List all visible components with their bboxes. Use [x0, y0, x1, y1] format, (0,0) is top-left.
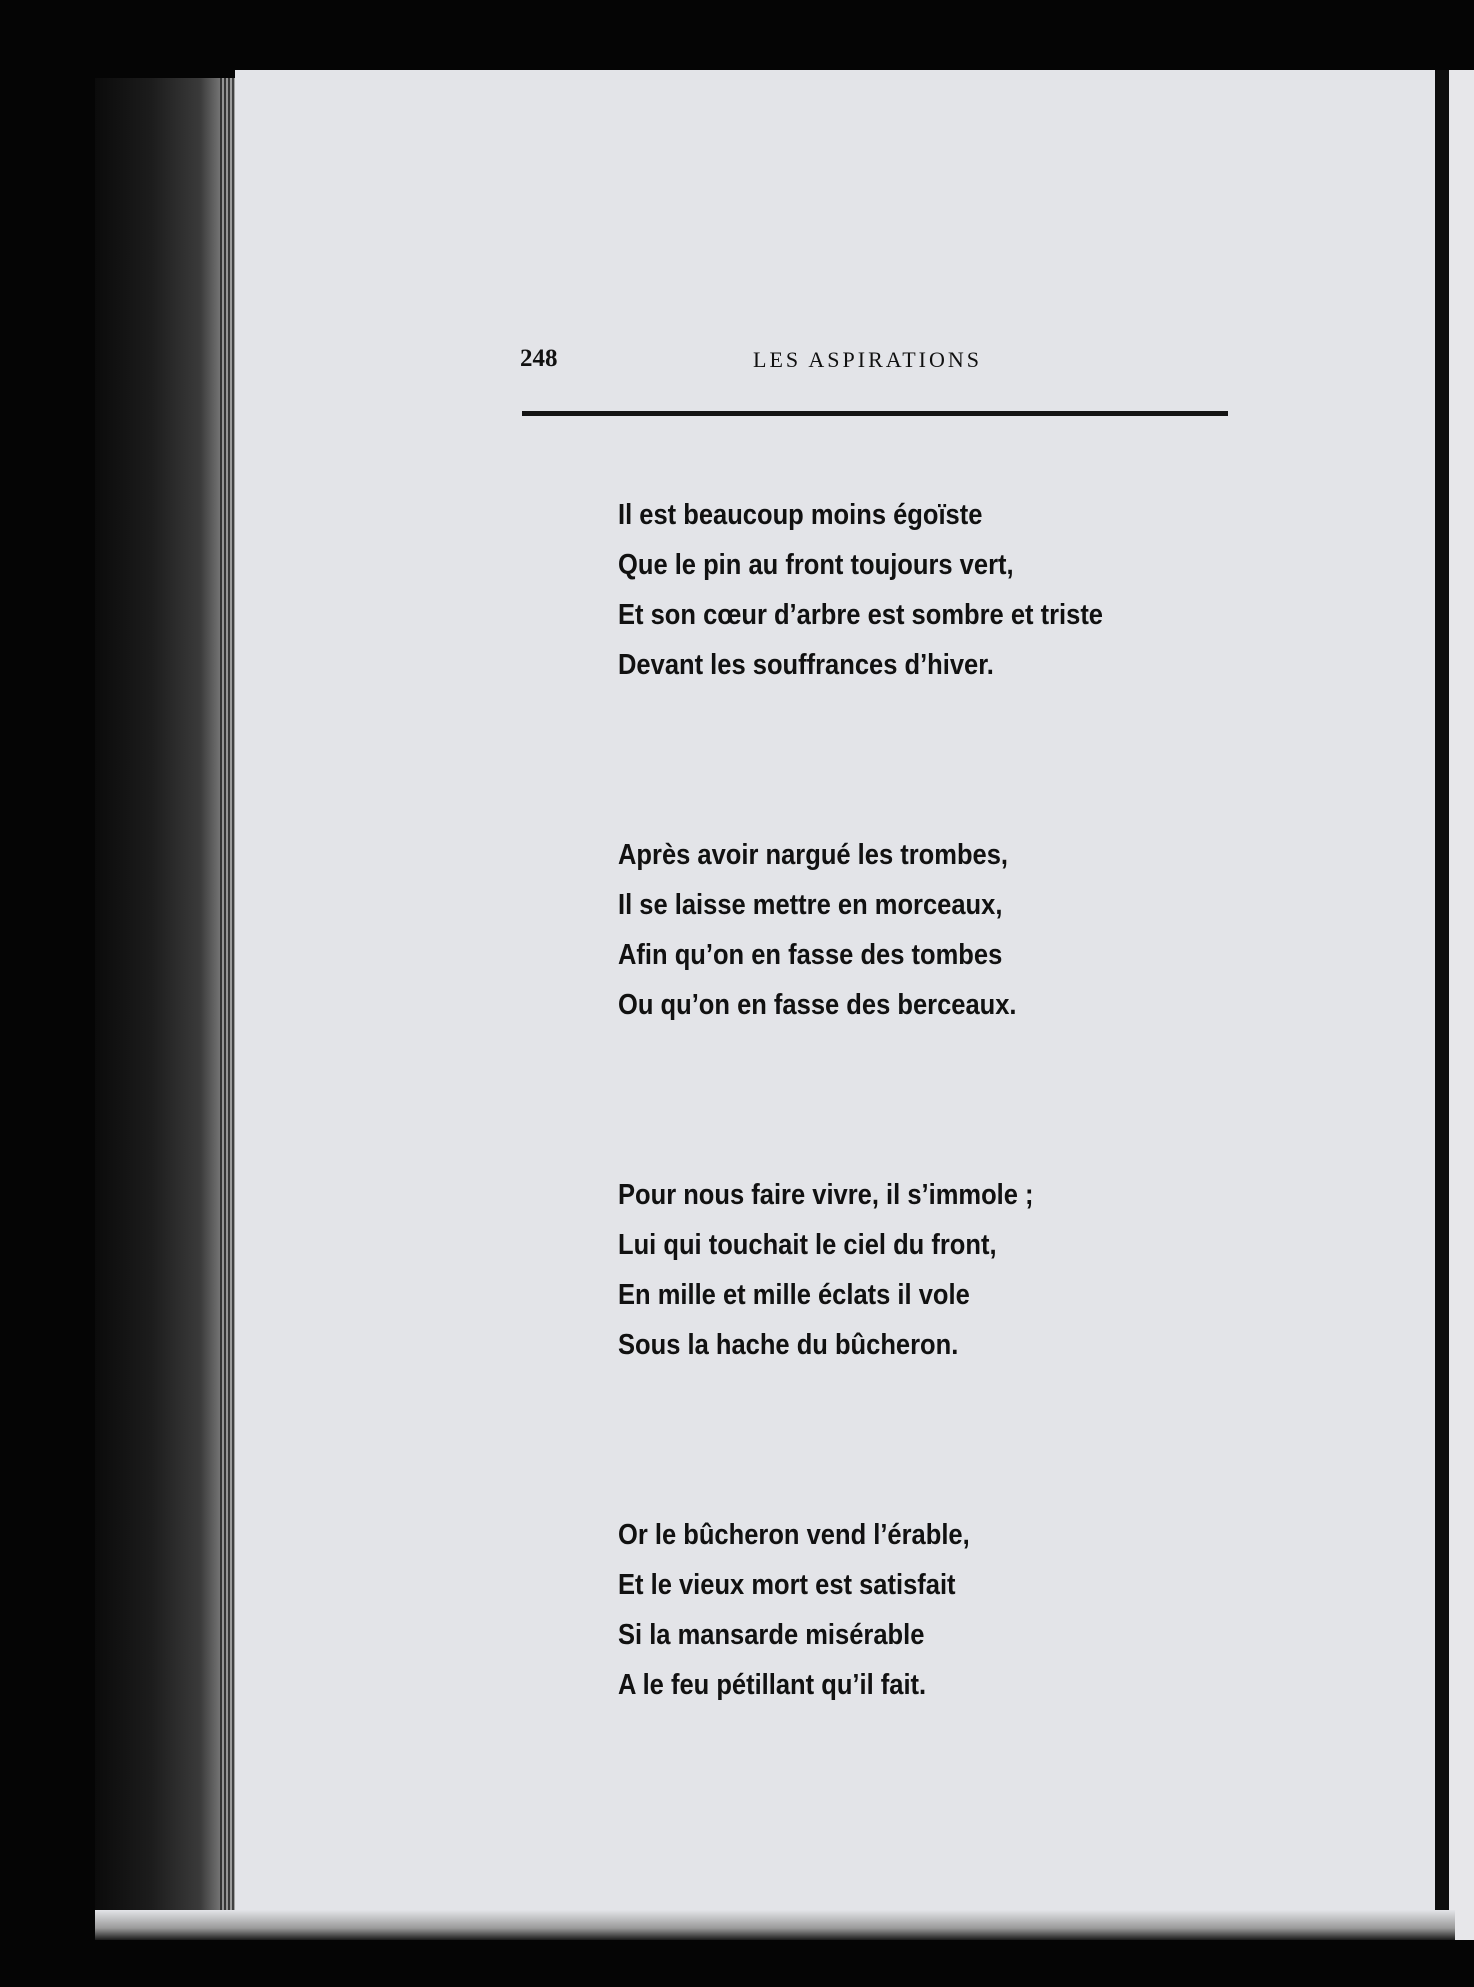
page-right-shadow	[1435, 70, 1449, 1940]
page-edges	[220, 78, 236, 1940]
verse-line: Si la mansarde misérable	[618, 1619, 925, 1651]
verse-line: Que le pin au front toujours vert,	[618, 549, 1014, 581]
stanza	[618, 1510, 1111, 1710]
verse-line: Après avoir nargué les trombes,	[618, 839, 1009, 871]
verse-line: Afin qu’on en fasse des tombes	[618, 939, 1003, 971]
header-rule	[522, 411, 1228, 416]
verse-line: Ou qu’on en fasse des berceaux.	[618, 989, 1017, 1021]
facing-page-edge	[1449, 70, 1474, 1940]
verse-line: Et son cœur d’arbre est sombre et triste	[618, 599, 1104, 631]
book-spine	[95, 78, 235, 1940]
running-title: LES ASPIRATIONS	[753, 347, 982, 372]
verse-line: Or le bûcheron vend l’érable,	[618, 1519, 970, 1551]
page-number: 248	[520, 345, 558, 372]
stanza	[618, 1170, 1111, 1370]
verse-line: Lui qui touchait le ciel du front,	[618, 1229, 997, 1261]
verse-line: Il se laisse mettre en morceaux,	[618, 889, 1003, 921]
verse-line: Sous la hache du bûcheron.	[618, 1329, 959, 1361]
stanza	[618, 490, 1111, 690]
verse-line: En mille et mille éclats il vole	[618, 1279, 970, 1311]
verse-line: A le feu pétillant qu’il fait.	[618, 1669, 927, 1701]
page-header	[520, 345, 1230, 385]
page-bottom-edge	[95, 1910, 1455, 1940]
poem	[618, 490, 1111, 1850]
verse-line: Pour nous faire vivre, il s’immole ;	[618, 1179, 1034, 1211]
verse-line: Devant les souffrances d’hiver.	[618, 649, 994, 681]
verse-line: Et le vieux mort est satisfait	[618, 1569, 956, 1601]
stanza	[618, 830, 1111, 1030]
verse-line: Il est beaucoup moins égoïste	[618, 499, 983, 531]
